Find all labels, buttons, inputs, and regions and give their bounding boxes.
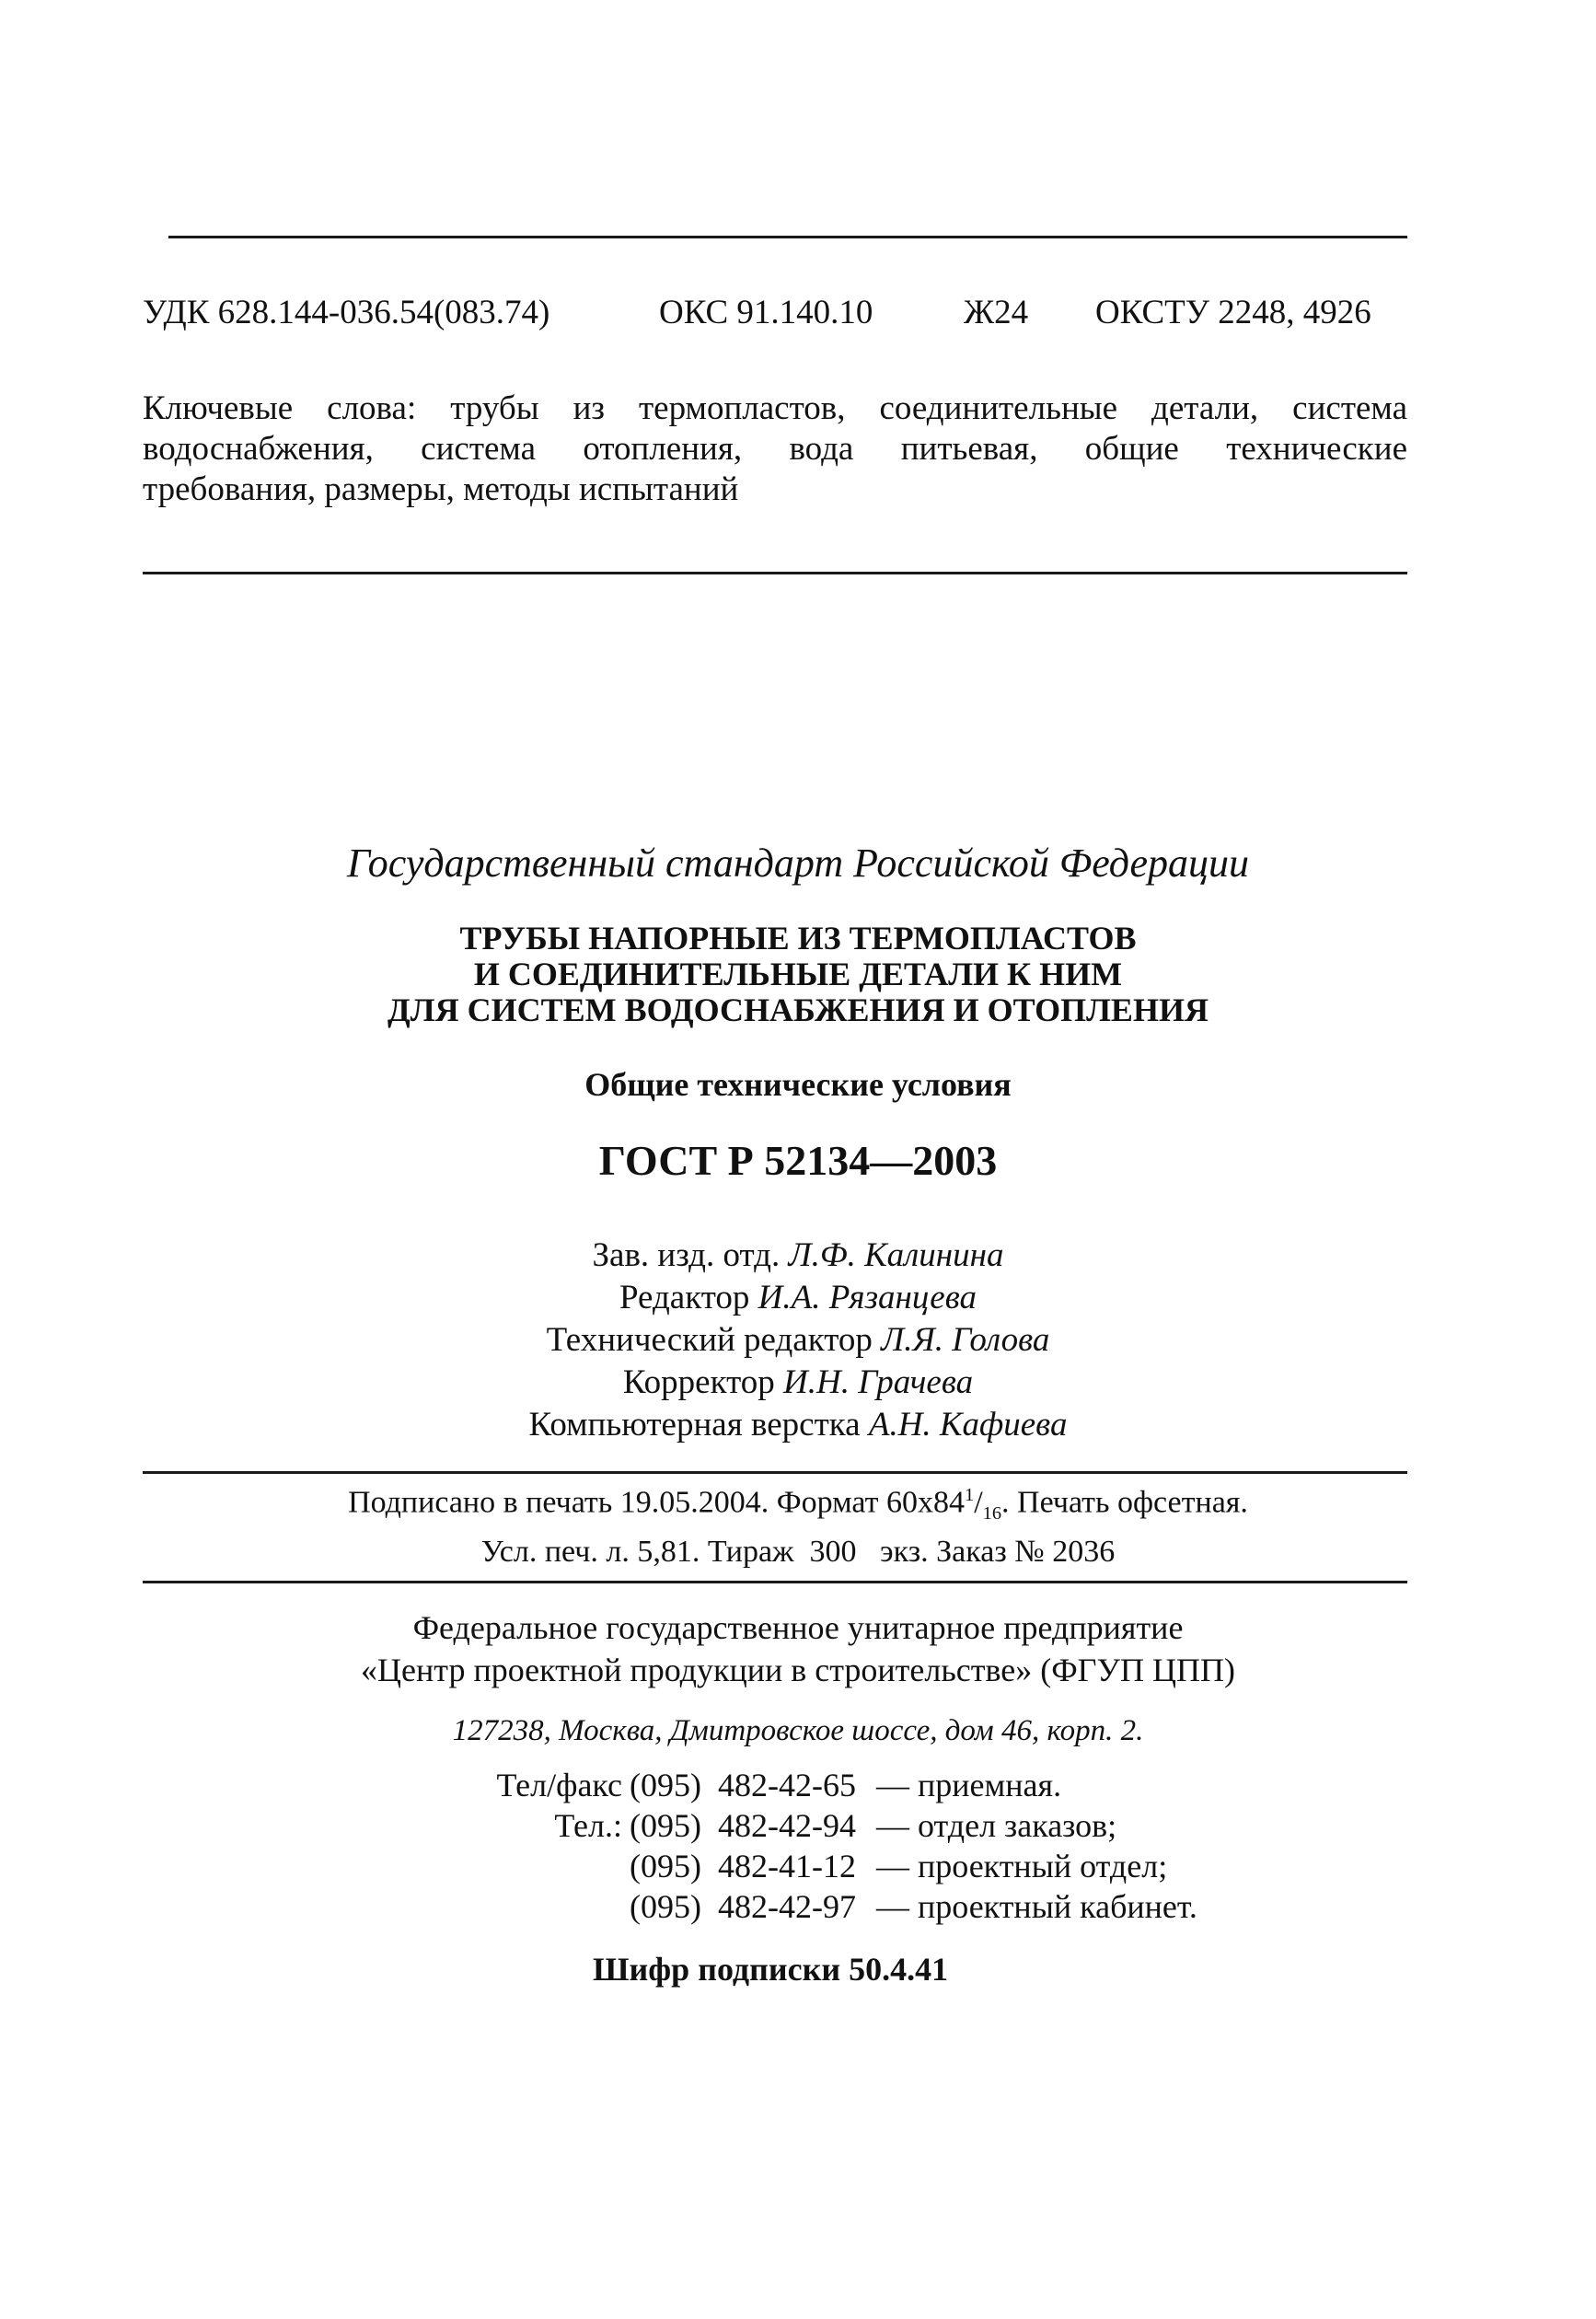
imprint-bottom-rule <box>143 1581 1407 1583</box>
contact-dept: — отдел заказов; <box>876 1807 1117 1844</box>
signed-suffix: . Печать офсетная. <box>1001 1485 1248 1520</box>
credit-role: Редактор <box>619 1279 750 1316</box>
credit-name: Л.Ф. Калинина <box>788 1236 1004 1274</box>
credit-line <box>0 1320 1596 1360</box>
okstu-code: ОКСТУ 2248, 4926 <box>1095 294 1371 331</box>
signed-prefix: Подписано в печать 19.05.2004. Формат 60x84 <box>348 1485 965 1520</box>
publisher-line-2: «Центр проектной продукции в строительстве» (ФГУП ЦПП) <box>361 1652 1235 1688</box>
credit-name: А.Н. Кафиева <box>868 1406 1068 1444</box>
category-code: Ж24 <box>964 294 1029 331</box>
contact-phone: (095) 482-42-65 <box>630 1767 856 1803</box>
credit-line <box>0 1362 1596 1402</box>
credit-role: Компьютерная верстка <box>528 1406 861 1444</box>
signed-for-print <box>0 1485 1596 1525</box>
publisher-line-1: Федеральное государственное унитарное предприятие <box>412 1609 1184 1646</box>
contact-label: Тел.: <box>554 1807 622 1844</box>
top-rule <box>168 236 1407 238</box>
oks-code: ОКС 91.140.10 <box>659 294 873 331</box>
credit-line <box>0 1235 1596 1275</box>
credit-name: И.А. Рязанцева <box>758 1279 977 1316</box>
keywords-line-1: Ключевые слова: трубы из термопластов, соединительные детали, система <box>143 389 1407 427</box>
format-denominator: 16 <box>982 1503 1002 1525</box>
format-numerator: 1 <box>965 1485 975 1505</box>
format-separator: / <box>974 1485 983 1520</box>
credit-role: Корректор <box>622 1363 775 1401</box>
print-details: Усл. печ. л. 5,81. Тираж 300 экз. Заказ № 2036 <box>480 1535 1116 1569</box>
credit-role: Зав. изд. отд. <box>592 1236 781 1274</box>
contact-phone: (095) 482-42-97 <box>630 1888 856 1925</box>
credit-name: И.Н. Грачева <box>783 1363 974 1401</box>
contact-dept: — проектный отдел; <box>876 1848 1168 1884</box>
keywords-line-2: водоснабжения, система отопления, вода питьевая, общие технические <box>143 430 1407 468</box>
subscription-code: Шифр подписки 50.4.41 <box>593 1951 949 1988</box>
standard-designation: ГОСТ Р 52134—2003 <box>598 1137 998 1184</box>
title-line-2: И СОЕДИНИТЕЛЬНЫЕ ДЕТАЛИ К НИМ <box>473 956 1123 992</box>
udk-code: УДК 628.144-036.54(083.74) <box>143 294 550 331</box>
keywords-rule <box>143 572 1407 574</box>
credit-line <box>0 1405 1596 1444</box>
title-line-1: ТРУБЫ НАПОРНЫЕ ИЗ ТЕРМОПЛАСТОВ <box>459 920 1137 957</box>
contact-phone: (095) 482-41-12 <box>630 1848 856 1884</box>
credit-line <box>0 1278 1596 1317</box>
contact-dept: — приемная. <box>876 1767 1062 1803</box>
contact-dept: — проектный кабинет. <box>876 1888 1197 1925</box>
credit-role: Технический редактор <box>546 1321 873 1359</box>
contact-label: Тел/факс <box>496 1767 622 1803</box>
standard-type: Государственный стандарт Российской Федерации <box>346 841 1250 886</box>
document-subtitle: Общие технические условия <box>584 1066 1012 1103</box>
publisher-address: 127238, Москва, Дмитровское шоссе, дом 46, корп. 2. <box>452 1714 1144 1747</box>
keywords-line-3: требования, размеры, методы испытаний <box>143 470 739 508</box>
contact-phone: (095) 482-42-94 <box>630 1807 856 1844</box>
title-line-3: ДЛЯ СИСТЕМ ВОДОСНАБЖЕНИЯ И ОТОПЛЕНИЯ <box>387 991 1209 1028</box>
credit-name: Л.Я. Голова <box>881 1321 1050 1359</box>
imprint-top-rule <box>143 1471 1407 1474</box>
